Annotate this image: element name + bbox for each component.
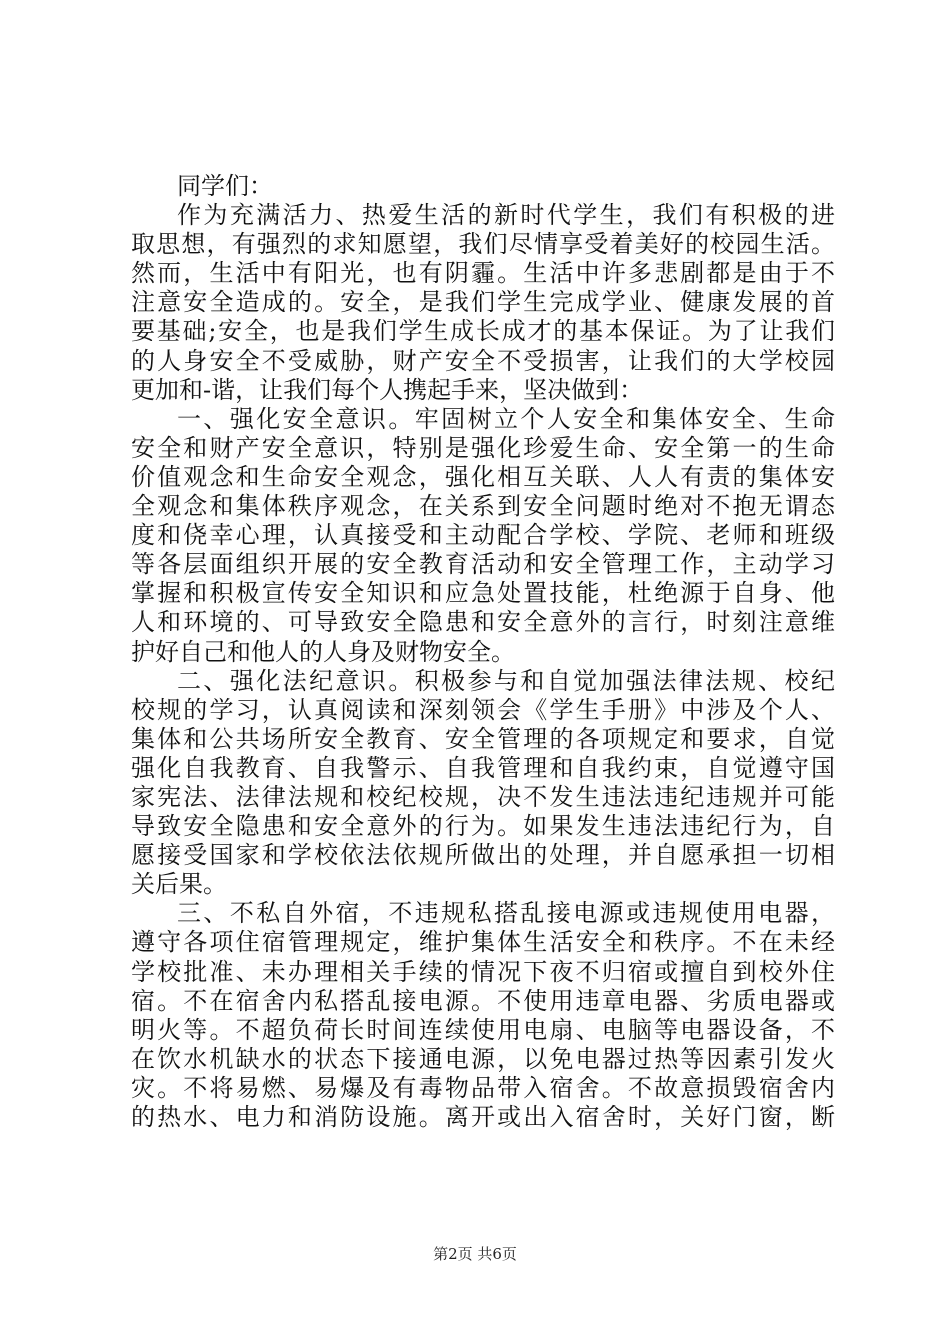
text-line: 灾。不将易燃、易爆及有毒物品带入宿舍。不故意损毁宿舍内 <box>131 1073 835 1102</box>
text-line: 遵守各项住宿管理规定，维护集体生活安全和秩序。不在未经 <box>131 928 835 957</box>
page-footer: 第2页 共6页 <box>433 1245 517 1263</box>
text-line: 更加和-谐，让我们每个人携起手来，坚决做到： <box>131 375 644 404</box>
text-line: 掌握和积极宣传安全知识和应急处置技能，杜绝源于自身、他 <box>131 579 835 608</box>
text-line: 安全和财产安全意识，特别是强化珍爱生命、安全第一的生命 <box>131 433 835 462</box>
text-line: 注意安全造成的。安全，是我们学生完成学业、健康发展的首 <box>131 288 835 317</box>
text-line: 集体和公共场所安全教育、安全管理的各项规定和要求，自觉 <box>131 724 835 753</box>
text-line: 的人身安全不受威胁，财产安全不受损害，让我们的大学校园 <box>131 346 835 375</box>
text-line: 取思想，有强烈的求知愿望，我们尽情享受着美好的校园生活。 <box>131 230 835 259</box>
text-line: 学校批准、未办理相关手续的情况下夜不归宿或擅自到校外住 <box>131 957 835 986</box>
text-line: 愿接受国家和学校依法依规所做出的处理，并自愿承担一切相 <box>131 841 835 870</box>
text-line: 二、强化法纪意识。积极参与和自觉加强法律法规、校纪 <box>177 666 835 695</box>
text-line: 人和环境的、可导致安全隐患和安全意外的言行，时刻注意维 <box>131 608 835 637</box>
text-line: 一、强化安全意识。牢固树立个人安全和集体安全、生命 <box>177 404 835 433</box>
text-line: 明火等。不超负荷长时间连续使用电扇、电脑等电器设备，不 <box>131 1015 835 1044</box>
text-line: 要基础;安全，也是我们学生成长成才的基本保证。为了让我们 <box>131 317 835 346</box>
text-line: 的热水、电力和消防设施。离开或出入宿舍时，关好门窗，断 <box>131 1103 835 1131</box>
text-line: 作为充满活力、热爱生活的新时代学生，我们有积极的进 <box>177 201 835 230</box>
text-line: 在饮水机缺水的状态下接通电源，以免电器过热等因素引发火 <box>131 1044 835 1073</box>
text-line: 导致安全隐患和安全意外的行为。如果发生违法违纪行为，自 <box>131 812 835 841</box>
text-line: 家宪法、法律法规和校纪校规，决不发生违法违纪违规并可能 <box>131 782 835 811</box>
text-line: 度和侥幸心理，认真接受和主动配合学校、学院、老师和班级 <box>131 521 835 550</box>
text-line: 校规的学习，认真阅读和深刻领会《学生手册》中涉及个人、 <box>131 695 835 724</box>
text-line: 宿。不在宿舍内私搭乱接电源。不使用违章电器、劣质电器或 <box>131 986 835 1015</box>
document-body <box>131 172 835 1132</box>
text-line: 护好自己和他人的人身及财物安全。 <box>131 637 515 666</box>
text-line: 等各层面组织开展的安全教育活动和安全管理工作，主动学习 <box>131 550 835 579</box>
text-line: 同学们： <box>177 172 273 200</box>
text-line: 三、不私自外宿，不违规私搭乱接电源或违规使用电器， <box>177 899 835 928</box>
text-line: 关后果。 <box>131 870 227 899</box>
text-line: 价值观念和生命安全观念，强化相互关联、人人有责的集体安 <box>131 462 835 491</box>
text-line: 强化自我教育、自我警示、自我管理和自我约束，自觉遵守国 <box>131 753 835 782</box>
text-line: 全观念和集体秩序观念，在关系到安全问题时绝对不抱无谓态 <box>131 492 835 521</box>
text-line: 然而，生活中有阳光，也有阴霾。生活中许多悲剧都是由于不 <box>131 259 835 288</box>
